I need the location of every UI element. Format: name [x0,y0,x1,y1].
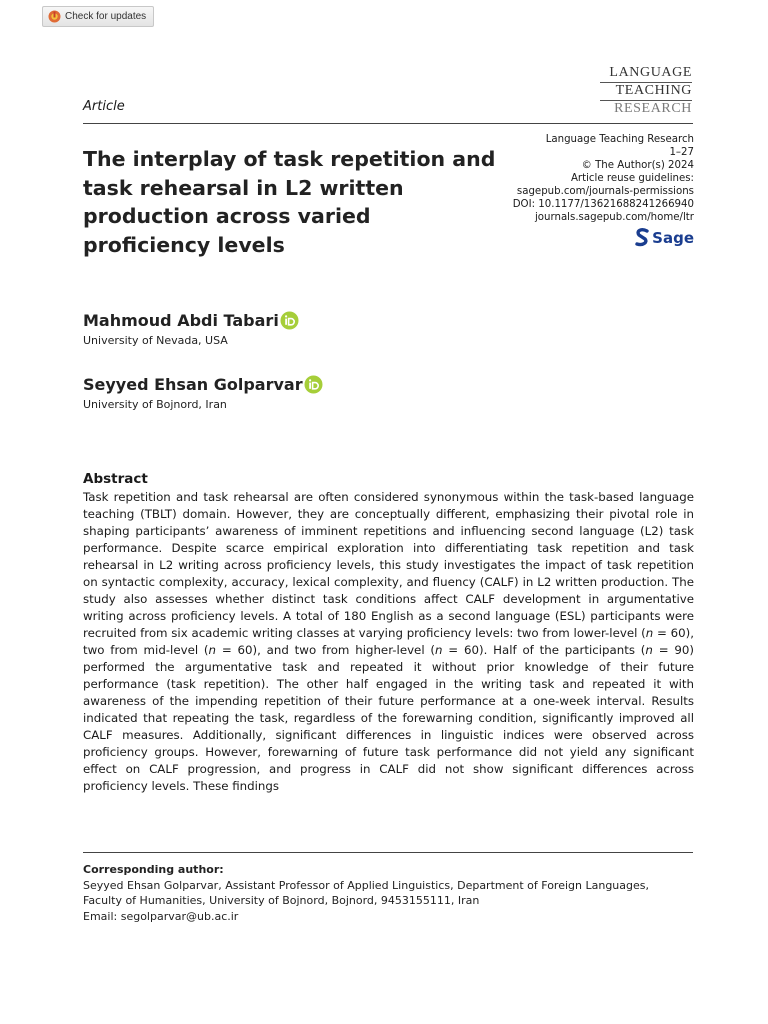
corresponding-author-note [83,862,694,924]
sage-logo-icon [635,228,649,248]
journal-logo-line3: RESEARCH [614,101,692,116]
author-name-text: Seyyed Ehsan Golparvar [83,375,303,394]
abstract-text: = 60), and two from higher-level ( [216,643,435,657]
footnote-divider [83,852,693,853]
author-name [83,311,299,330]
author-name [83,375,323,394]
article-type-label: Article [83,99,125,114]
abstract-text: = 60), two from mid-level ( [83,626,694,657]
author-affiliation: University of Bojnord, Iran [83,398,227,411]
reuse-guidelines-link[interactable]: sagepub.com/journals-permissions [516,186,694,197]
abstract-heading: Abstract [83,471,148,487]
corresponding-author-line: Seyyed Ehsan Golparvar, Assistant Professor of Applied Linguistics, Department of Foreign Languages, [83,878,649,892]
journal-homepage-link[interactable]: journals.sagepub.com/home/ltr [534,212,694,223]
sample-size-variable: n [645,626,654,640]
author-affiliation: University of Nevada, USA [83,334,228,347]
publisher-name: Sage [652,229,694,247]
journal-logo-line1: LANGUAGE [609,65,692,80]
corresponding-author-heading: Corresponding author: [83,863,224,876]
author-name-text: Mahmoud Abdi Tabari [83,311,279,330]
abstract-text: = 60). Half of the participants ( [442,643,646,657]
abstract-text: = 90) performed the argumentative task and repeated it without prior knowledge of their future performance (task repetition). The other half engaged in the writing task and repeated it with awareness of the impending repetition of their future performance at a one-week interval. Results indicated that repeating the task, regardless of the forewarning condition, significantly improved all CALF measures. Additionally, significant differences in linguistic indices were observed across proficiency groups. However, forewarning of future task performance did not yield any significant effect on CALF progression, and progress in CALF did not show significant differences across proficiency levels. These findings [83,643,695,793]
publisher-logo [630,227,694,249]
corresponding-author-line: Faculty of Humanities, University of Bojnord, Bojnord, 9453155111, Iran [83,894,480,907]
paper-title: The interplay of task repetition and task rehearsal in L2 written production across varied proficiency levels [83,147,496,257]
header-divider [83,123,693,124]
doi-link[interactable]: DOI: 10.1177/13621688241266940 [512,199,694,210]
corresponding-author-email[interactable]: Email: segolparvar@ub.ac.ir [83,909,239,923]
check-for-updates-button[interactable] [42,6,154,27]
sample-size-variable: n [435,643,443,657]
sample-size-variable: n [208,643,217,657]
journal-name: Language Teaching Research [545,134,694,145]
orcid-icon[interactable] [304,375,323,394]
check-for-updates-label: Check for updates [65,11,147,22]
check-for-updates-icon [48,10,61,23]
abstract-text: Task repetition and task rehearsal are often considered synonymous within the task-based language teaching (TBLT) domain. However, they are conceptually different, emphasizing their pivotal role in shaping participants’ awareness of imminent repetitions and influencing second language (L2) task performance. Despite scarce empirical exploration into differentiating task repetition and task rehearsal in L2 writing across proficiency levels, this study investigates the impact of task repetition on syntactic complexity, accuracy, lexical complexity, and fluency (CALF) in L2 written production. The study also assesses whether distinct task conditions affect CALF development in argumentative writing across proficiency levels. A total of 180 English as a second language (ESL) participants were recruited from six academic writing classes at varying proficiency levels: two from lower-level ( [83,490,694,640]
sample-size-variable: n [645,643,653,657]
page-range: 1–27 [669,147,694,158]
copyright-notice: © The Author(s) 2024 [581,160,694,171]
publication-metadata [500,133,694,224]
reuse-guidelines-label: Article reuse guidelines: [570,173,694,184]
abstract-body [83,489,694,795]
orcid-icon[interactable] [280,311,299,330]
journal-logo [600,65,692,117]
journal-logo-line2: TEACHING [615,83,692,98]
